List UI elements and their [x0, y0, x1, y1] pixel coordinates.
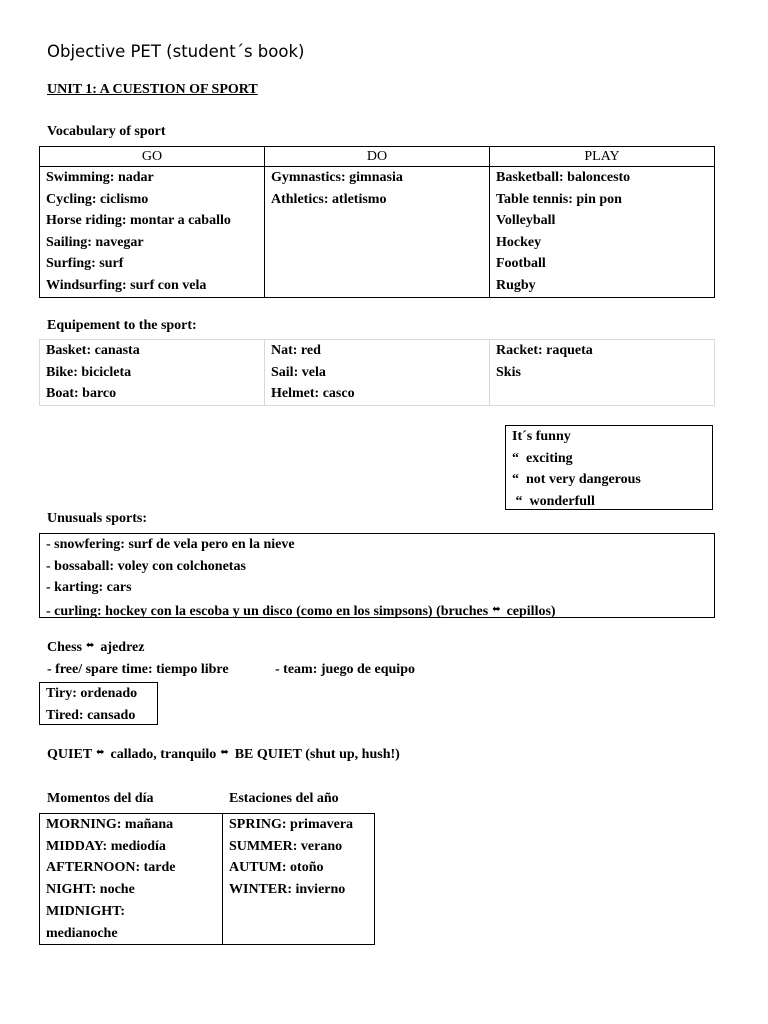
free-time-text: - free/ spare time: tiempo libre — [47, 662, 229, 677]
unusual-line — [46, 599, 708, 623]
table-cell: Horse riding: montar a caballo — [40, 210, 265, 232]
document-title: Objective PET (student´s book) — [47, 42, 305, 61]
table-row — [40, 383, 715, 405]
curling-tail: cepillos) — [506, 603, 556, 619]
funny-line: It´s funny — [512, 429, 571, 444]
unusual-line: - snowfering: surf de vela pero en la nieve — [46, 537, 295, 552]
table-cell: Table tennis: pin pon — [490, 189, 715, 211]
tiry-line: Tiry: ordenado — [46, 686, 138, 701]
table-cell — [265, 210, 490, 232]
season-cell: AUTUM: otoño — [223, 857, 375, 879]
tiry-box — [39, 682, 158, 725]
quiet-meaning: callado, tranquilo — [110, 747, 217, 762]
season-cell: SUMMER: verano — [223, 836, 375, 858]
table-row — [40, 836, 375, 858]
table-cell: Skis — [490, 362, 715, 384]
table-cell — [265, 275, 490, 297]
table-row — [40, 232, 715, 254]
table-row — [40, 275, 715, 297]
equipment-table — [39, 339, 715, 406]
table-cell: Bike: bicicleta — [40, 362, 265, 384]
table-cell: Nat: red — [265, 340, 490, 362]
table-cell — [490, 383, 715, 405]
chess-meaning: ajedrez — [100, 640, 145, 655]
day-moment-cell: MIDDAY: mediodía — [40, 836, 223, 858]
season-cell: WINTER: invierno — [223, 879, 375, 901]
table-cell: Basket: canasta — [40, 340, 265, 362]
equipment-label: Equipement to the sport: — [47, 318, 197, 333]
season-cell — [223, 901, 375, 923]
table-row — [40, 901, 375, 923]
table-cell: Rugby — [490, 275, 715, 297]
table-cell: Racket: raqueta — [490, 340, 715, 362]
unusual-line: - karting: cars — [46, 580, 132, 596]
funny-box — [505, 425, 713, 510]
day-moment-cell: MORNING: mañana — [40, 814, 223, 836]
quiet-word: QUIET — [47, 747, 93, 762]
table-cell: Swimming: nadar — [40, 167, 265, 189]
times-table — [39, 813, 375, 945]
funny-line: “ exciting — [512, 450, 573, 466]
table-cell: Volleyball — [490, 210, 715, 232]
quiet-phrase: BE QUIET (shut up, hush!) — [234, 747, 400, 762]
table-row — [40, 857, 375, 879]
chess-line — [47, 640, 144, 656]
unusual-label: Unusuals sports: — [47, 511, 147, 526]
table-cell — [265, 253, 490, 275]
day-moment-cell: AFTERNOON: tarde — [40, 857, 223, 879]
table-row — [40, 340, 715, 362]
arrow-icon: ⬌ — [96, 747, 105, 758]
table-row — [40, 253, 715, 275]
table-cell: Helmet: casco — [265, 383, 490, 405]
header-play: PLAY — [490, 147, 715, 167]
unit-heading: UNIT 1: A CUESTION OF SPORT — [47, 82, 258, 97]
day-moments-label: Momentos del día — [47, 791, 154, 806]
arrow-icon: ⬌ — [220, 747, 229, 758]
table-cell: Gymnastics: gimnasia — [265, 167, 490, 189]
table-cell — [265, 232, 490, 254]
header-do: DO — [265, 147, 490, 167]
curling-text: - curling: hockey con la escoba y un disco (como en los simpsons) (bruches — [46, 603, 489, 619]
vocab-header-row — [40, 147, 715, 167]
day-moment-cell: MIDNIGHT: — [40, 901, 223, 923]
table-cell: Sailing: navegar — [40, 232, 265, 254]
quiet-line — [47, 747, 400, 763]
table-cell: Basketball: baloncesto — [490, 167, 715, 189]
season-cell: SPRING: primavera — [223, 814, 375, 836]
team-text: - team: juego de equipo — [275, 662, 415, 677]
vocab-table — [39, 146, 715, 298]
funny-line: “ wonderfull — [512, 493, 595, 509]
arrow-icon: ⬌ — [86, 640, 95, 651]
vocab-label: Vocabulary of sport — [47, 124, 166, 139]
table-row — [40, 879, 375, 901]
header-go: GO — [40, 147, 265, 167]
table-row — [40, 923, 375, 945]
table-row — [40, 362, 715, 384]
funny-line: “ not very dangerous — [512, 472, 641, 487]
table-cell: Football — [490, 253, 715, 275]
table-row — [40, 189, 715, 211]
table-cell: Boat: barco — [40, 383, 265, 405]
chess-word: Chess — [47, 640, 83, 655]
table-row — [40, 210, 715, 232]
table-cell: Surfing: surf — [40, 253, 265, 275]
unusual-line: - bossaball: voley con colchonetas — [46, 558, 246, 574]
table-row — [40, 167, 715, 189]
table-cell: Windsurfing: surf con vela — [40, 275, 265, 297]
table-cell: Hockey — [490, 232, 715, 254]
tiry-line: Tired: cansado — [46, 707, 136, 723]
day-moment-cell: medianoche — [40, 923, 223, 945]
season-cell — [223, 923, 375, 945]
arrow-icon: ⬌ — [492, 603, 501, 615]
unusual-sports-box — [39, 533, 715, 618]
seasons-label: Estaciones del año — [229, 791, 339, 806]
table-cell: Cycling: ciclismo — [40, 189, 265, 211]
table-cell: Athletics: atletismo — [265, 189, 490, 211]
day-moment-cell: NIGHT: noche — [40, 879, 223, 901]
table-row — [40, 814, 375, 836]
table-cell: Sail: vela — [265, 362, 490, 384]
